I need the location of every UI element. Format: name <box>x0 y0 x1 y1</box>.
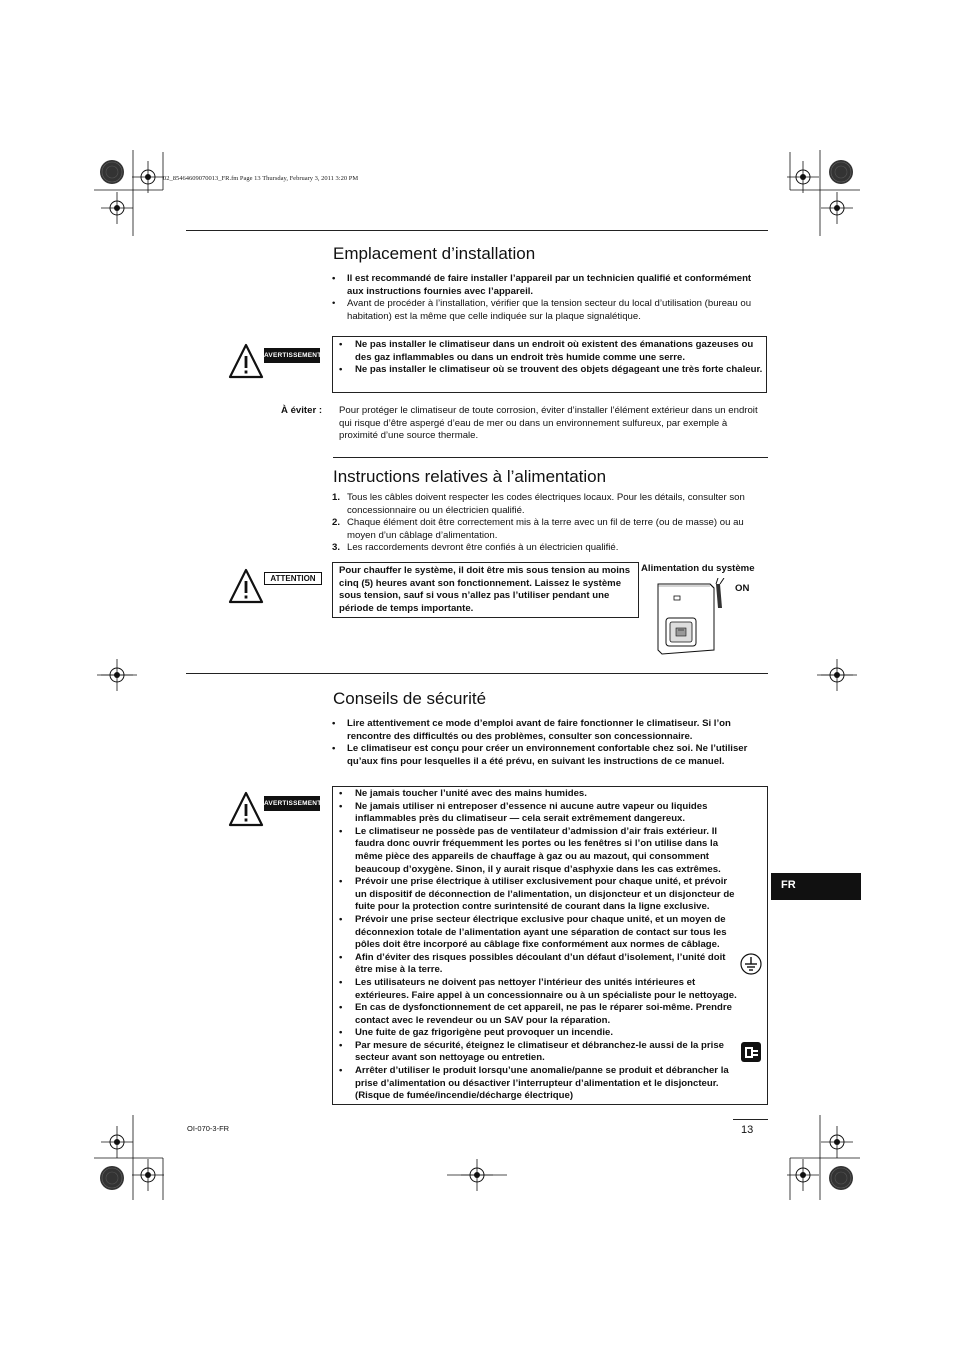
attention-label: ATTENTION <box>264 572 322 585</box>
warning-box-installation <box>332 336 767 393</box>
avoid-label: À éviter : <box>281 405 323 416</box>
warning-label: AVERTISSEMENT <box>264 796 320 811</box>
list-item: • Le climatiseur est conçu pour créer un environnement confortable chez soi. Ne l’utiliser qu’aux fins pour lesquelles il a été prévu, en suivant les instructions de ce manuel. <box>332 743 768 768</box>
figure-on-label: ON <box>735 583 750 594</box>
list-item: • Prévoir une prise électrique à utiliser exclusivement pour chaque unité, et prévoir un dispositif de déconnection de l’alimentation, un disjoncteur et un disjoncteur de fuite pour la protection contre surintensité de courant dans la ligne exclusive. <box>333 876 739 914</box>
file-meta-line: 02_85464609070013_FR.fm Page 13 Thursday, February 3, 2011 3:20 PM <box>163 175 359 182</box>
caution-triangle-icon <box>228 568 264 604</box>
list-item: • Par mesure de sécurité, éteignez le climatiseur et débranchez-le aussi de la prise secteur avant son nettoyage ou entretien. <box>333 1040 739 1065</box>
safety-notes <box>332 718 768 768</box>
list-item: 1. Tous les câbles doivent respecter les codes électriques locaux. Pour les détails, consulter son concessionnaire ou un électricien qualifié. <box>332 492 745 516</box>
warning-label: AVERTISSEMENT <box>264 348 320 363</box>
document-code: OI-070-3-FR <box>187 1124 230 1133</box>
section-title-power: Instructions relatives à l’alimentation <box>333 467 607 486</box>
ground-symbol-icon <box>740 953 762 975</box>
list-item: • Il est recommandé de faire installer l’appareil par un technicien qualifié et conformément aux instructions fournies avec l’appareil. <box>332 273 768 298</box>
power-switch-illustration <box>652 578 728 658</box>
attention-text: Pour chauffer le système, il doit être mis sous tension au moins cinq (5) heures avant son fonctionnement. Laissez le système sous tension, sauf si vous n’allez pas l’utiliser pendant une période de temps importante. <box>339 565 631 614</box>
list-item: • Les utilisateurs ne doivent pas nettoyer l’intérieur des unités intérieures et extérieures. Faire appel à un concessionnaire ou à un spécialiste pour le nettoyage. <box>333 977 739 1002</box>
list-item: • Ne pas installer le climatiseur où se trouvent des objets dégageant une très forte chaleur. <box>333 364 766 377</box>
list-item: • Ne jamais utiliser ni entreposer d’essence ni aucune autre vapeur ou liquides inflammables près du climatiseur — cela serait extrêmement dangereux. <box>333 801 739 826</box>
unplug-icon <box>740 1041 762 1063</box>
section-title-safety: Conseils de sécurité <box>333 689 487 708</box>
warning-triangle-icon <box>228 343 264 379</box>
installation-notes <box>332 273 768 323</box>
language-tab-label: FR <box>781 879 796 891</box>
list-item: • Ne jamais toucher l’unité avec des mains humides. <box>333 788 739 801</box>
power-instructions <box>332 492 768 555</box>
list-item: • Arrêter d’utiliser le produit lorsqu’une anomalie/panne se produit et débrancher la prise d’alimentation ou désactiver l’interrupteur d’alimentation et le disjoncteur. (Risque de fumée/incendie/décharge électrique) <box>333 1065 739 1103</box>
list-item: • Le climatiseur ne possède pas de ventilateur d’admission d’air frais extérieur. Il faudra donc ouvrir fréquemment les portes ou les fenêtres si l’on utilise dans la même pièce des appareils de chauffage à gaz ou au mazout, qui consomment beaucoup d’oxygène. Sinon, il y aurait risque d’asphyxie dans les cas extrêmes. <box>333 826 739 876</box>
section-divider <box>186 673 768 674</box>
warning-triangle-icon <box>228 791 264 827</box>
list-item: • Avant de procéder à l’installation, vérifier que la tension secteur du local d’utilisation (bureau ou habitation) est la même que celle indiquée sur la plaque signalétique. <box>332 298 768 323</box>
section-divider <box>186 230 768 231</box>
page-number-rule <box>733 1119 768 1120</box>
language-tab <box>771 873 861 900</box>
figure-caption: Alimentation du système <box>641 563 755 574</box>
list-item: 2. Chaque élément doit être correctement mis à la terre avec un fil de terre (ou de masse) ou au moyen d’un câblage d’alimentation. <box>332 517 744 541</box>
section-title-installation: Emplacement d’installation <box>333 244 536 263</box>
warning-box-safety <box>332 786 768 1105</box>
list-item: • Une fuite de gaz frigorigène peut provoquer un incendie. <box>333 1027 739 1040</box>
list-item: • Afin d’éviter des risques possibles découlant d’un défaut d’isolement, l’unité doit être mise à la terre. <box>333 952 739 977</box>
avoid-text: Pour protéger le climatiseur de toute corrosion, éviter d’installer l’élément extérieur dans un endroit qui risque d’être aspergé d’eau de mer ou dans un environnement sulfureux, par exemple à proximité d’une source thermale. <box>339 405 758 442</box>
list-item: • Prévoir une prise secteur électrique exclusive pour chaque unité, et un moyen de déconnexion totale de l’alimentation ayant une séparation de contact sur tous les pôles doit être incorporé au câblage fixe conformément aux normes de câblage. <box>333 914 739 952</box>
list-item: • Lire attentivement ce mode d’emploi avant de faire fonctionner le climatiseur. Si l’on rencontre des difficultés ou des problèmes, consulter son concessionnaire. <box>332 718 768 743</box>
attention-box <box>332 562 639 618</box>
list-item: • En cas de dysfonctionnement de cet appareil, ne pas le réparer soi-même. Prendre contact avec le revendeur ou un SAV pour la réparation. <box>333 1002 739 1027</box>
section-divider <box>333 457 768 458</box>
page-number: 13 <box>741 1124 754 1136</box>
list-item: 3. Les raccordements devront être confiés à un électricien qualifié. <box>332 542 619 554</box>
list-item: • Ne pas installer le climatiseur dans un endroit où existent des émanations gazeuses ou des gaz inflammables ou dans un endroit très humide comme une serre. <box>333 339 766 364</box>
